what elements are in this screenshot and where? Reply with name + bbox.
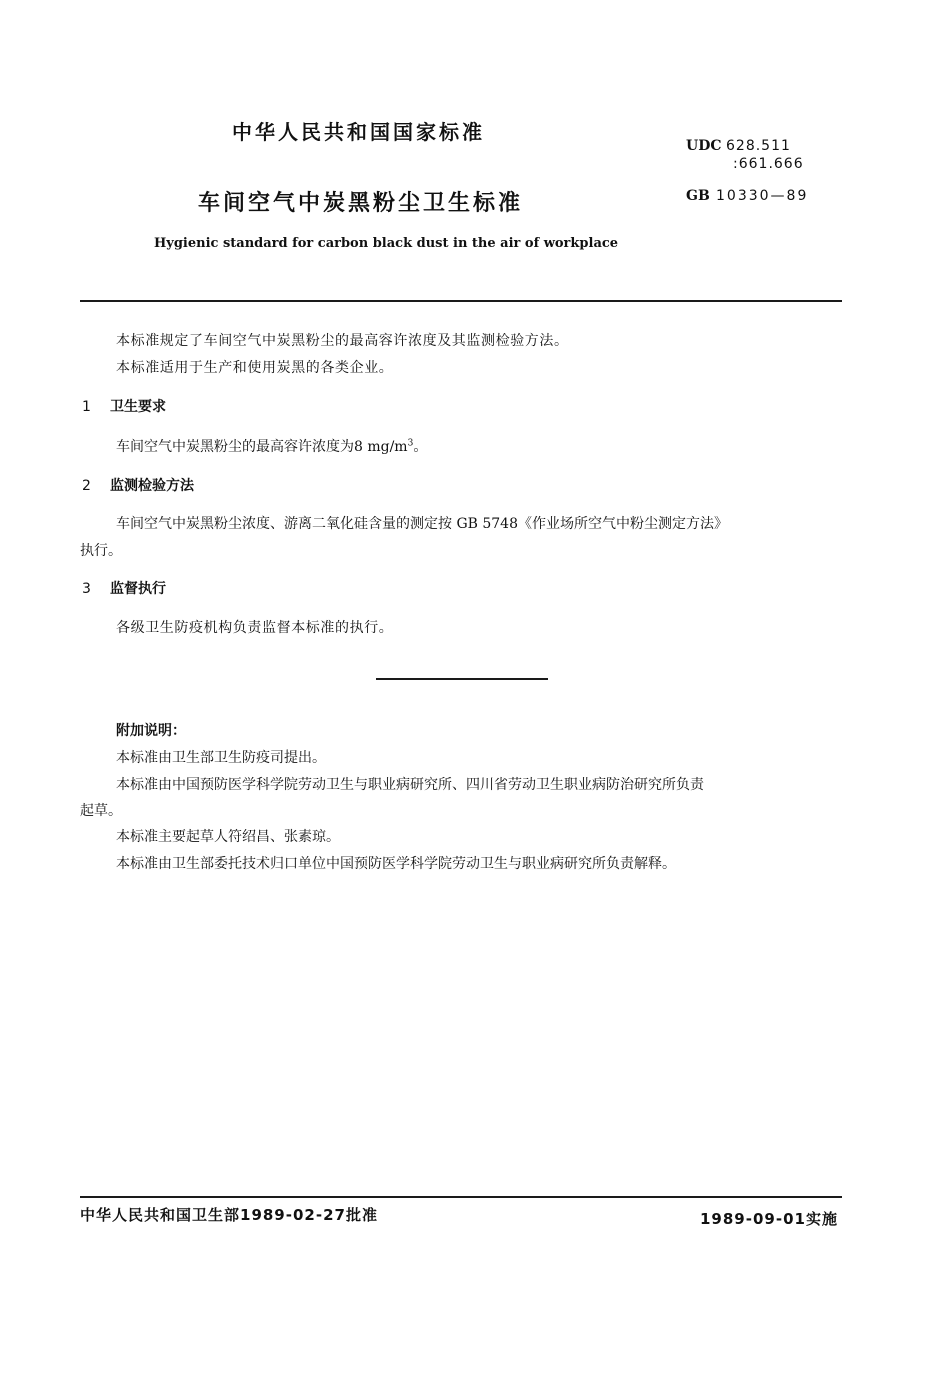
appendix-line-1: 本标准由卫生部卫生防疫司提出。 — [116, 750, 326, 766]
section-2-body-line-1: 车间空气中炭黑粉尘浓度、游离二氧化硅含量的测定按 GB 5748《作业场所空气中粉尘测定方法》 — [116, 516, 728, 532]
udc-code-line1: 628.511 — [726, 138, 791, 154]
section-2-body-line-2: 执行。 — [80, 543, 122, 559]
document-title: 车间空气中炭黑粉尘卫生标准 — [198, 191, 524, 216]
section-number: 2 — [82, 478, 91, 494]
gb-number: 10330—89 — [716, 188, 809, 204]
section-number: 3 — [82, 581, 91, 597]
top-divider — [80, 300, 842, 302]
appendix-line-2b: 起草。 — [80, 803, 122, 819]
appendix-line-2a: 本标准由中国预防医学科学院劳动卫生与职业病研究所、四川省劳动卫生职业病防治研究所负责 — [116, 777, 704, 793]
section-1-body — [116, 436, 427, 456]
section-3-body: 各级卫生防疫机构负责监督本标准的执行。 — [116, 620, 394, 636]
bottom-divider — [80, 1196, 842, 1198]
national-standard-heading: 中华人民共和国国家标准 — [232, 120, 485, 144]
section-title: 监测检验方法 — [110, 478, 194, 494]
appendix-line-3: 本标准主要起草人符绍昌、张素琼。 — [116, 829, 340, 845]
udc-code-line2: :661.666 — [733, 156, 804, 172]
intro-line-1: 本标准规定了车间空气中炭黑粉尘的最高容许浓度及其监测检验方法。 — [116, 333, 569, 349]
section-1-text: 车间空气中炭黑粉尘的最高容许浓度为8 mg/m — [116, 439, 408, 455]
gb-label: GB — [686, 188, 710, 204]
approval-date: 中华人民共和国卫生部1989-02-27批准 — [80, 1206, 378, 1224]
intro-line-2: 本标准适用于生产和使用炭黑的各类企业。 — [116, 360, 394, 376]
section-2-heading — [82, 475, 194, 495]
appendix-line-4: 本标准由卫生部委托技术归口单位中国预防医学科学院劳动卫生与职业病研究所负责解释。 — [116, 856, 676, 872]
section-title: 监督执行 — [110, 581, 166, 597]
english-title: Hygienic standard for carbon black dust in the air of workplace — [154, 236, 619, 251]
mid-divider — [376, 678, 548, 680]
superscript: 3 — [407, 438, 414, 449]
section-number: 1 — [82, 399, 91, 415]
udc-label: UDC — [686, 138, 722, 154]
appendix-title: 附加说明： — [116, 723, 186, 739]
effective-date: 1989-09-01实施 — [700, 1210, 838, 1228]
section-1-heading — [82, 396, 166, 416]
section-3-heading — [82, 578, 166, 598]
section-title: 卫生要求 — [110, 399, 166, 415]
section-1-end: 。 — [413, 439, 428, 455]
